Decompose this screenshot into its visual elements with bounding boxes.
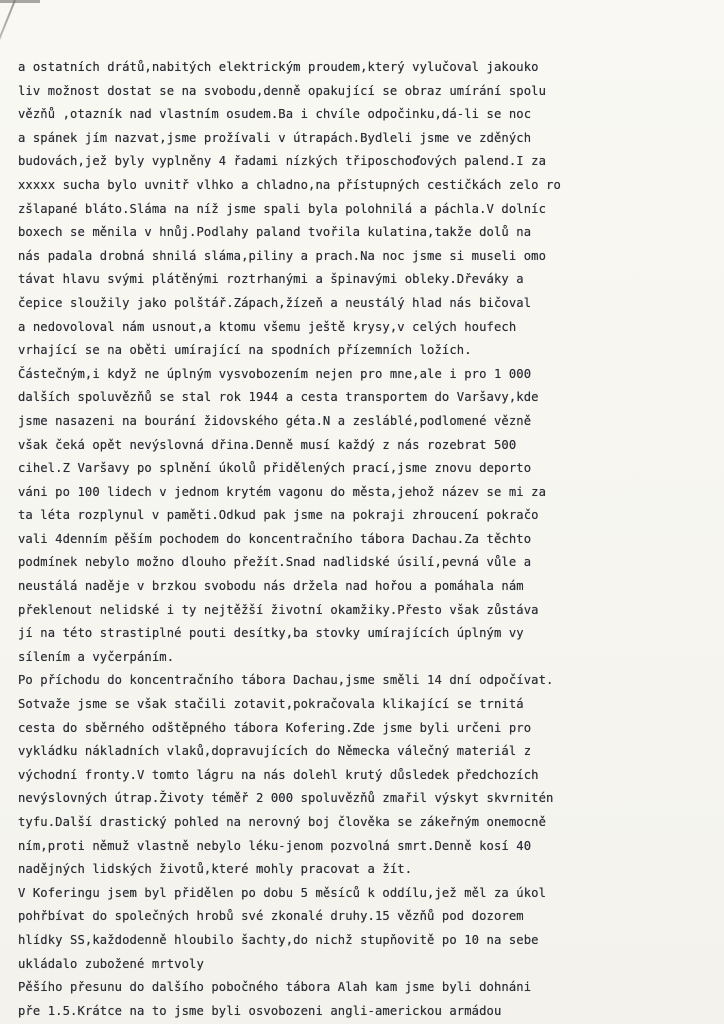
text-line: jsme nasazeni na bourání židovského géta.N a zesláblé,podlomené vězně — [18, 413, 532, 428]
typewritten-text-body — [18, 56, 714, 1023]
text-line: nadějných lidských životů,které mohly pracovat a žít. — [18, 862, 413, 877]
text-line: Po příchodu do koncentračního tábora Dachau,jsme směli 14 dní odpočívat. — [18, 673, 554, 688]
text-line: sílením a vyčerpáním. — [18, 649, 175, 664]
text-line: boxech se měnila v hnůj.Podlahy paland tvořila kulatina,takže dolů na — [18, 225, 532, 240]
text-line: cihel.Z Varšavy po splnění úkolů přidělených prací,jsme znovu deporto — [18, 461, 532, 476]
text-line: jí na této strastiplné pouti desítky,ba stovky umírajících úplným vy — [18, 626, 524, 641]
text-line: vykládku nákladních vlaků,dopravujících do Německa válečný materiál z — [18, 744, 532, 759]
text-line: tyfu.Další drastický pohled na nerovný boj člověka se zákeřným onemocně — [18, 815, 547, 829]
text-line: V Koferingu jsem byl přidělen po dobu 5 měsíců k oddílu,jež měl za úkol — [18, 885, 547, 900]
text-line: podmínek nebylo možno dlouho přežít.Snad nadlidské úsilí,pevná vůle a — [18, 555, 532, 570]
text-line: dalších spoluvězňů se stal rok 1944 a cesta transportem do Varšavy,kde — [18, 390, 539, 405]
text-line: zšlapané bláto.Sláma na níž jsme spali byla polohnilá a páchla.V dolníc — [18, 201, 547, 216]
text-line: nevýslovných útrap.Životy téměř 2 000 spoluvězňů zmařil výskyt skvrnitén — [18, 791, 554, 806]
text-line: a nedovoloval nám usnout,a ktomu všemu ještě krysy,v celých houfech — [18, 319, 517, 334]
text-line: a ostatních drátů,nabitých elektrickým proudem,který vylučoval jakouko — [18, 60, 539, 74]
text-line: ukládalo zubožené mrtvoly — [18, 956, 204, 971]
text-line: a spánek jím nazvat,jsme prožívali v útrapách.Bydleli jsme ve zděných — [18, 130, 532, 145]
text-line: xxxxx sucha bylo uvnitř vlhko a chladno,na přístupných cestičkách zelo ro — [18, 177, 561, 192]
text-line: Pěšího přesunu do dalšího pobočného tábora Alah kam jsme byli dohnáni — [18, 980, 532, 995]
text-line: však čeká opět nevýslovná dřina.Denně musí každý z nás rozebrat 500 — [18, 437, 517, 452]
text-line: Částečným,i když ne úplným vysvobozením nejen pro mne,ale i pro 1 000 — [18, 366, 532, 381]
text-line: pohřbívat do společných hrobů své zkonalé druhy.15 vězňů pod dozorem — [18, 909, 524, 924]
text-line: liv možnost dostat se na svobodu,denně opakující se obraz umírání spolu — [18, 83, 547, 98]
pen-scratch-mark — [0, 0, 16, 66]
text-line: pře 1.5.Krátce na to jsme byli osvobozeni angli-americkou armádou — [18, 1003, 502, 1018]
text-line: vali 4denním pěším pochodem do koncentračního tábora Dachau.Za těchto — [18, 531, 532, 546]
text-line: Sotvaže jsme se však stačili zotavit,pokračovala klikající se trnitá — [18, 697, 524, 712]
text-line: váni po 100 lidech v jednom krytém vagonu do města,jehož název se mi za — [18, 484, 547, 499]
text-line: východní fronty.V tomto lágru na nás dolehl krutý důsledek předchozích — [18, 767, 539, 782]
text-line: cesta do sběrného odštěpného tábora Kofering.Zde jsme byli určeni pro — [18, 720, 532, 735]
text-line: nás padala drobná shnilá sláma,piliny a prach.Na noc jsme si museli omo — [18, 248, 547, 263]
text-line: budovách,jež byly vyplněny 4 řadami nízkých třiposchoďových palend.I za — [18, 154, 547, 169]
text-line: hlídky SS,každodenně hloubilo šachty,do nichž stupňovitě po 10 na sebe — [18, 932, 539, 947]
text-line: vězňů ,otazník nad vlastním osudem.Ba i chvíle odpočinku,dá-li se noc — [18, 107, 532, 122]
text-line: překlenout nelidské i ty nejtěžší životní okamžiky.Přesto však zůstáva — [18, 602, 539, 617]
text-line: ta léta rozplynul v paměti.Odkud pak jsme na pokraji zhroucení pokračo — [18, 508, 539, 523]
page-edge-mark — [0, 0, 40, 3]
text-line: távat hlavu svými plátěnými roztrhanými a špinavými obleky.Dřeváky a — [18, 272, 524, 287]
text-line: neustálá naděje v brzkou svobodu nás držela nad hořou a pomáhala nám — [18, 579, 524, 594]
text-line: ním,proti němuž vlastně nebylo léku-jenom pozvolná smrt.Denně kosí 40 — [18, 838, 532, 853]
text-line: vrhající se na oběti umírající na spodních přízemních ložích. — [18, 343, 472, 358]
text-line: čepice sloužily jako polštář.Zápach,žízeň a neustálý hlad nás bičoval — [18, 295, 532, 310]
